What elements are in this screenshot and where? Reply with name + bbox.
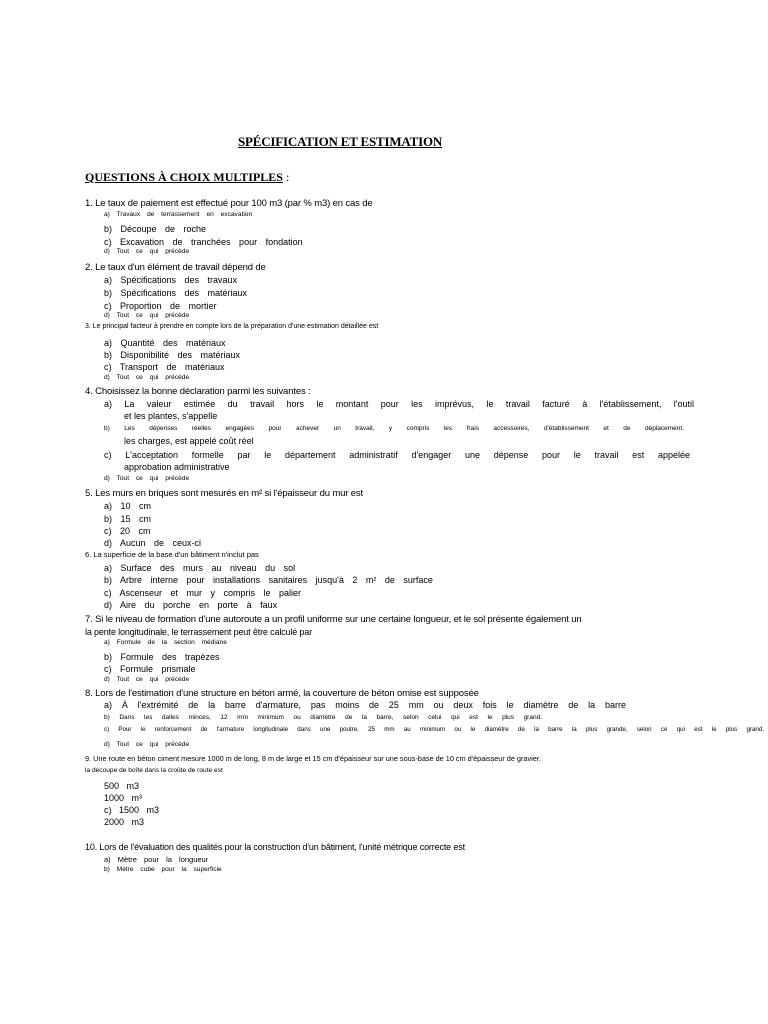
question-5: 5. Les murs en briques sont mesurés en m² si l'épaisseur du mur est [85,488,363,499]
q2-option-a: a) Spécifications des travaux [104,275,238,285]
q9-option-a: 500 m3 [104,781,140,791]
q4-option-c-continued: approbation administrative [124,462,230,472]
q3-option-b: b) Disponibilité des matériaux [104,350,241,360]
question-3: 3. Le principal facteur à prendre en compte lors de la préparation d'une estimation détaillée est [85,323,379,330]
q4-option-c: c) L'acceptation formelle par le département administratif d'engager une dépense pour le travail est appelée [104,450,690,460]
q6-option-b: b) Arbre interne pour installations sanitaires jusqu'à 2 m² de surface [104,575,433,585]
q1-option-d: d) Tout ce qui précède [104,248,190,255]
q4-option-b-continued: les charges, est appelé coût réel [124,436,254,446]
question-8: 8. Lors de l'estimation d'une structure en béton armé, la couverture de béton omise est supposée [85,688,479,699]
question-6: 6. La superficie de la base d'un bâtiment n'inclut pas [85,550,259,559]
q5-option-a: a) 10 cm [104,501,152,511]
q7-option-c: c) Formule prismale [104,664,196,674]
section-heading-colon: : [282,170,290,184]
q5-option-d: d) Aucun de ceux-ci [104,538,202,548]
section-heading [85,170,289,185]
question-1: 1. Le taux de paiement est effectué pour 100 m3 (par % m3) en cas de [85,198,373,209]
q1-option-a: a) Travaux de terrassement en excavation [104,211,253,218]
q4-option-a-continued: et les plantes, s'appelle [124,411,218,421]
q5-option-c: c) 20 cm [104,526,151,536]
q4-option-b: b) Les dépenses réelles engagées pour achever un travail, y compris les frais accessoires, d'établissement et de déplacement. [104,425,684,432]
q3-option-c: c) Transport de matériaux [104,362,225,372]
q4-option-a: a) La valeur estimée du travail hors le montant pour les imprévus, le travail facturé à l'établissement, l'outil [104,399,694,409]
q1-option-c: c) Excavation de tranchées pour fondation [104,237,303,247]
q6-option-c: c) Ascenseur et mur y compris le palier [104,588,302,598]
question-9: 9. Une route en béton ciment mesure 1000 m de long, 8 m de large et 15 cm d'épaisseur sur une sous-base de 10 cm d'épaisseur de gravier. [85,754,541,763]
question-7: 7. Si le niveau de formation d'une autoroute a un profil uniforme sur une certaine longueur, et le sol présente également un [85,614,582,625]
q8-option-b: b) Dans les dalles minces, 12 mm minimum ou diamètre de la barre, selon celui qui est le plus grand. [104,714,542,721]
q7-option-d: d) Tout ce qui précède [104,676,190,683]
question-2: 2. Le taux d'un élément de travail dépend de [85,262,266,273]
q2-option-d: d) Tout ce qui précède [104,312,190,319]
q9-option-d: 2000 m3 [104,817,145,827]
q10-option-a: a) Mètre pour la longueur [104,855,209,864]
q2-option-c: c) Proportion de mortier [104,301,217,311]
q6-option-d: d) Aire du porche en porte à faux [104,600,278,610]
q4-option-d: d) Tout ce qui précède [104,475,190,482]
q9-option-c: c) 1500 m3 [104,805,160,815]
q8-option-d: d) Tout ce qui précède [104,741,190,748]
q7-option-a: a) Formule de la section médiane [104,639,227,646]
q3-option-d: d) Tout ce qui précède [104,374,190,381]
q1-option-b: b) Découpe de roche [104,224,207,234]
question-7-continued: la pente longitudinale, le terrassement peut être calculé par [85,627,312,637]
section-heading-text: QUESTIONS À CHOIX MULTIPLES [85,170,283,184]
question-10: 10. Lors de l'évaluation des qualités pour la construction d'un bâtiment, l'unité métrique correcte est [85,842,465,852]
q5-option-b: b) 15 cm [104,514,152,524]
q6-option-a: a) Surface des murs au niveau du sol [104,563,296,573]
q9-option-b: 1000 m³ [104,793,143,803]
q8-option-a: a) À l'extrémité de la barre d'armature, pas moins de 25 mm ou deux fois le diamètre de la barre [104,700,626,710]
q8-option-c: c) Pour le renforcement de l'armature longitudinale dans une poutre, 25 mm au minimum ou le diamètre de la barre la plus grande, selon ce qui est le plus grand. [104,726,764,733]
question-9-continued: la découpe de boîte dans la croûte de route est [85,767,223,774]
q3-option-a: a) Quantité des matériaux [104,338,226,348]
q2-option-b: b) Spécifications des matériaux [104,288,248,298]
question-4: 4. Choisissez la bonne déclaration parmi les suivantes : [85,386,311,397]
document-title: SPÉCIFICATION ET ESTIMATION [237,134,443,149]
q7-option-b: b) Formule des trapèzes [104,652,220,662]
q10-option-b: b) Mètre cube pour la superficie [104,866,222,873]
